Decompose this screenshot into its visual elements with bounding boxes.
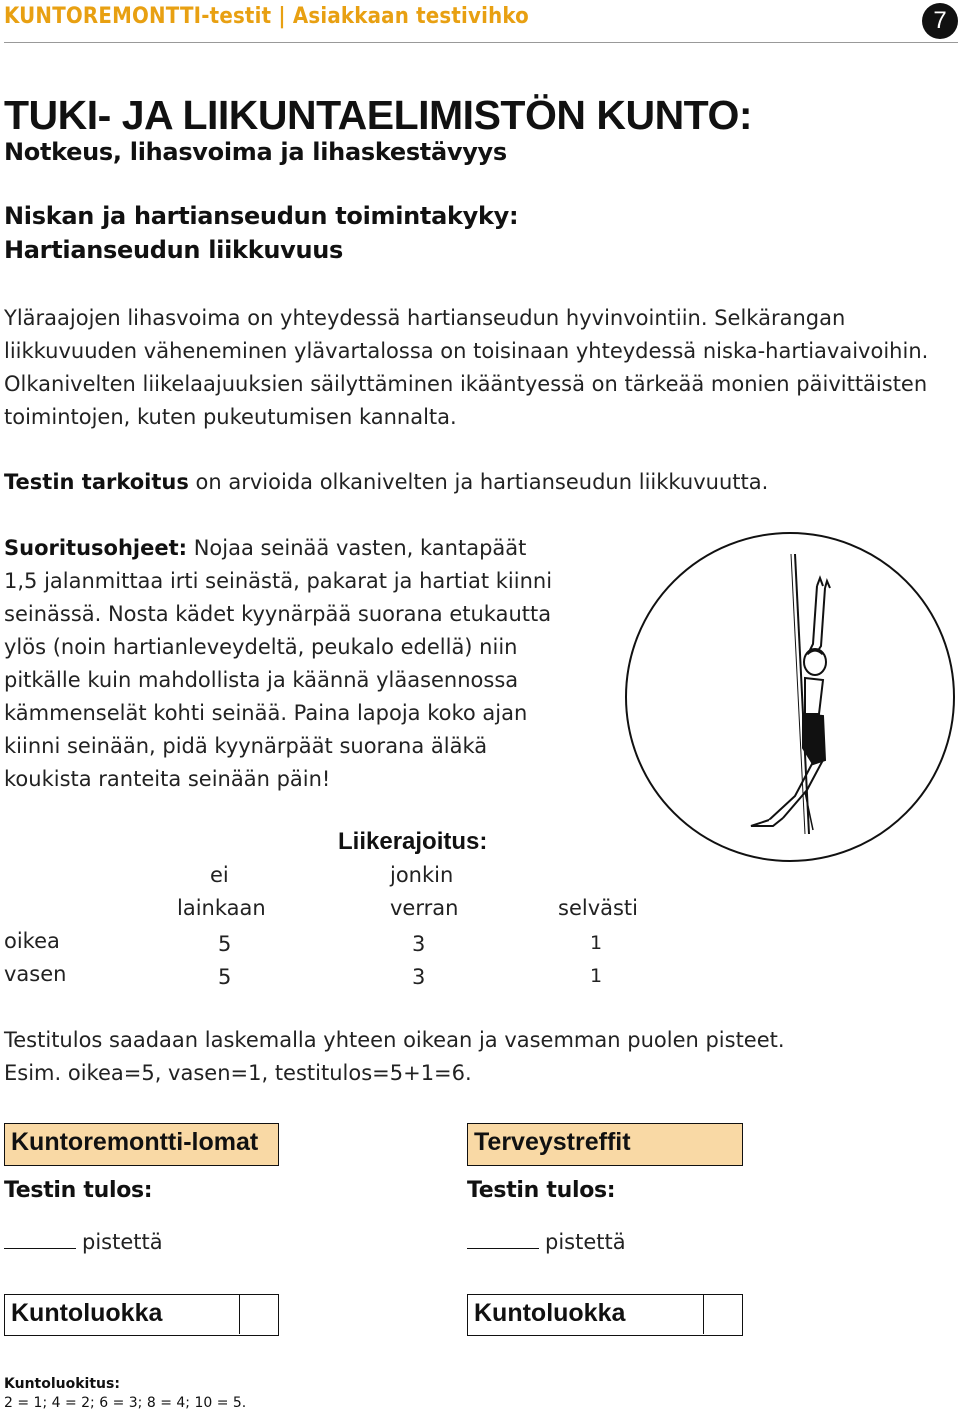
table-cell: 3 <box>412 932 426 956</box>
purpose-paragraph <box>4 466 954 499</box>
left-panel-title: Kuntoremontti-lomat <box>11 1128 259 1156</box>
column-header-some-line2: verran <box>390 896 459 920</box>
left-class-box <box>4 1294 279 1336</box>
result-explanation <box>4 1024 954 1090</box>
result-line: Esim. oikea=5, vasen=1, testitulos=5+1=6. <box>4 1061 472 1085</box>
left-result-label: Testin tulos: <box>4 1178 153 1203</box>
row-label-left: vasen <box>4 962 67 986</box>
page-number-badge: 7 <box>922 3 958 39</box>
right-points-label: pistettä <box>545 1230 626 1254</box>
column-header-some-line1: jonkin <box>390 863 454 887</box>
right-points-field <box>467 1226 626 1259</box>
right-class-input-cell[interactable] <box>703 1295 743 1334</box>
instructions-line: pitkälle kuin mahdollista ja käännä yläasennossa <box>4 668 519 692</box>
table-cell: 5 <box>218 932 232 956</box>
instructions-line: seinässä. Nosta kädet kyynärpää suorana etukautta <box>4 602 552 626</box>
table-cell: 5 <box>218 965 232 989</box>
left-class-input-cell[interactable] <box>239 1295 279 1334</box>
intro-paragraph <box>4 302 954 434</box>
right-panel-title-box <box>467 1123 743 1166</box>
intro-line: Olkanivelten liikelaajuuksien säilyttäminen ikääntyessä on tärkeää monien päivittäisten <box>4 372 928 396</box>
purpose-label: Testin tarkoitus <box>4 470 189 494</box>
left-points-field <box>4 1226 163 1259</box>
column-header-clearly: selvästi <box>558 896 639 920</box>
instructions-line: kiinni seinään, pidä kyynärpäät suorana äläkä <box>4 734 488 758</box>
right-class-box <box>467 1294 743 1336</box>
intro-line: Yläraajojen lihasvoima on yhteydessä hartianseudun hyvinvointiin. Selkärangan <box>4 306 846 330</box>
illustration-circle <box>625 532 955 862</box>
footer-scale: 2 = 1; 4 = 2; 6 = 3; 8 = 4; 10 = 5. <box>4 1395 247 1411</box>
instructions-line: ylös (noin hartianleveydeltä, peukalo edellä) niin <box>4 635 518 659</box>
instructions-paragraph <box>4 532 604 796</box>
instructions-text: Nojaa seinää vasten, kantapäät <box>187 536 527 560</box>
column-header-none-line2: lainkaan <box>177 896 266 920</box>
left-points-label: pistettä <box>82 1230 163 1254</box>
running-header: KUNTOREMONTTI-testit | Asiakkaan testivihko <box>4 4 529 29</box>
left-points-blank[interactable] <box>4 1230 76 1249</box>
right-points-blank[interactable] <box>467 1230 539 1249</box>
section-title-line2: Hartianseudun liikkuvuus <box>4 236 344 264</box>
table-cell: 1 <box>590 932 603 954</box>
table-cell: 1 <box>590 965 603 987</box>
intro-line: liikkuvuuden väheneminen ylävartalossa on toisinaan yhteydessä niska-hartiavaivoihin. <box>4 339 929 363</box>
column-header-none-line1: ei <box>210 863 229 887</box>
page-title: TUKI- JA LIIKUNTAELIMISTÖN KUNTO: <box>4 92 753 138</box>
header-divider <box>4 42 958 43</box>
purpose-text: on arvioida olkanivelten ja hartianseudun liikkuvuutta. <box>188 470 769 494</box>
intro-line: toimintojen, kuten pukeutumisen kannalta. <box>4 405 457 429</box>
row-label-right: oikea <box>4 929 60 953</box>
instructions-line: kämmenselät kohti seinää. Paina lapoja koko ajan <box>4 701 528 725</box>
right-result-label: Testin tulos: <box>467 1178 616 1203</box>
table-title: Liikerajoitus: <box>338 828 488 855</box>
instructions-label: Suoritusohjeet: <box>4 536 188 560</box>
shoulder-test-figure-illustration <box>627 534 953 860</box>
right-panel-title: Terveystreffit <box>474 1128 631 1156</box>
table-cell: 3 <box>412 965 426 989</box>
result-line: Testitulos saadaan laskemalla yhteen oikean ja vasemman puolen pisteet. <box>4 1028 785 1052</box>
instructions-line: koukista ranteita seinään päin! <box>4 767 331 791</box>
right-class-label: Kuntoluokka <box>474 1299 626 1327</box>
instructions-line: 1,5 jalanmittaa irti seinästä, pakarat ja hartiat kiinni <box>4 569 553 593</box>
page-subtitle: Notkeus, lihasvoima ja lihaskestävyys <box>4 138 507 166</box>
left-class-label: Kuntoluokka <box>11 1299 163 1327</box>
left-panel-title-box <box>4 1123 279 1166</box>
footer-label: Kuntoluokitus: <box>4 1376 120 1392</box>
section-title-line1: Niskan ja hartianseudun toimintakyky: <box>4 202 519 230</box>
